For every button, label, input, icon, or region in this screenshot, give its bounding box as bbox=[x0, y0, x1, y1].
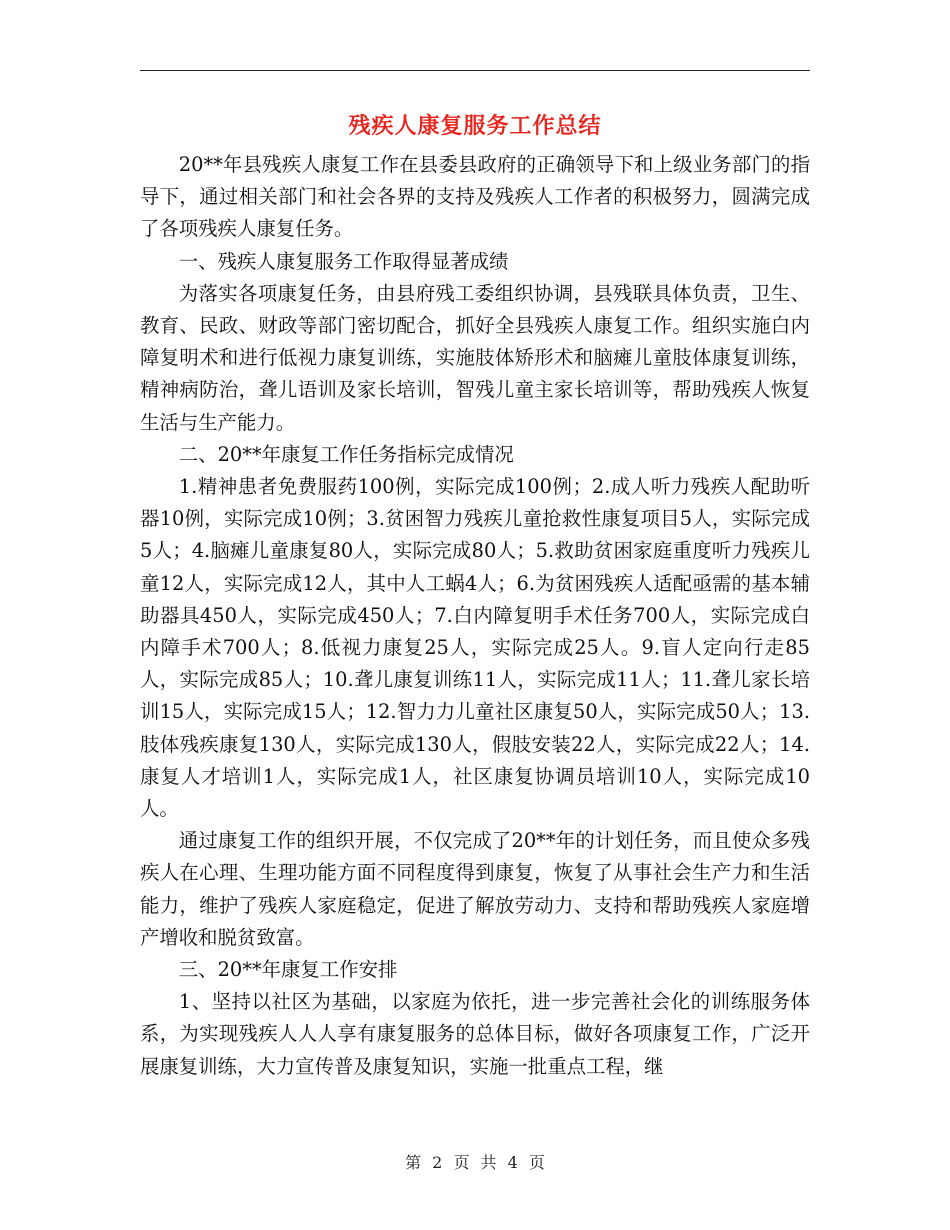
document-title: 残疾人康复服务工作总结 bbox=[348, 113, 602, 139]
section-2-indicators-paragraph: 1.精神患者免费服药100例，实际完成100例；2.成人听力残疾人配助听器10例，实际完成10例；3.贫困智力残疾儿童抢救性康复项目5人，实际完成5人；4.脑瘫儿童康复80人，实际完成80人；5.救助贫困家庭重度听力残疾儿童12人，实际完成12人，其中人工蜗4人；6.为贫困残疾人适配亟需的基本辅助器具450人，实际完成450人；7.白内障复明手术任务700人，实际完成白内障手术700人；8.低视力康复25人，实际完成25人。9.盲人定向行走85人，实际完成85人；10.聋儿康复训练11人，实际完成11人；11.聋儿家长培训15人，实际完成15人；12.智力力儿童社区康复50人，实际完成50人；13.肢体残疾康复130人，实际完成130人，假肢安装22人，实际完成22人；14.康复人才培训1人，实际完成1人，社区康复协调员培训10人，实际完成10人。 bbox=[140, 475, 810, 821]
section-heading-3: 三、20**年康复工作安排 bbox=[178, 958, 398, 982]
section-heading-1: 一、残疾人康复服务工作取得显著成绩 bbox=[178, 249, 509, 273]
intro-paragraph: 20**年县残疾人康复工作在县委县政府的正确领导下和上级业务部门的指导下，通过相关部门和社会各界的支持及残疾人工作者的积极努力，圆满完成了各项残疾人康复任务。 bbox=[140, 153, 810, 241]
section-1-paragraph: 为落实各项康复任务，由县府残工委组织协调，县残联具体负责，卫生、教育、民政、财政等部门密切配合，抓好全县残疾人康复工作。组织实施白内障复明术和进行低视力康复训练，实施肢体矫形术和脑瘫儿童肢体康复训练，精神病防治，聋儿语训及家长培训，智残儿童主家长培训等，帮助残疾人恢复生活与生产能力。 bbox=[140, 281, 810, 434]
section-heading-2: 二、20**年康复工作任务指标完成情况 bbox=[178, 442, 514, 466]
section-2-summary-paragraph: 通过康复工作的组织开展，不仅完成了20**年的计划任务，而且使众多残疾人在心理、生理功能方面不同程度得到康复，恢复了从事社会生产力和生活能力，维护了残疾人家庭稳定，促进了解放劳动力、支持和帮助残疾人家庭增产增收和脱贫致富。 bbox=[140, 829, 810, 949]
header-rule bbox=[140, 70, 810, 71]
document-body bbox=[140, 149, 810, 1083]
section-3-paragraph: 1、坚持以社区为基础，以家庭为依托，进一步完善社会化的训练服务体系，为实现残疾人人人享有康复服务的总体目标，做好各项康复工作，广泛开展康复训练，大力宣传普及康复知识，实施一批重点工程，继 bbox=[140, 990, 810, 1078]
page-footer: 第 2 页 共 4 页 bbox=[405, 1153, 545, 1172]
